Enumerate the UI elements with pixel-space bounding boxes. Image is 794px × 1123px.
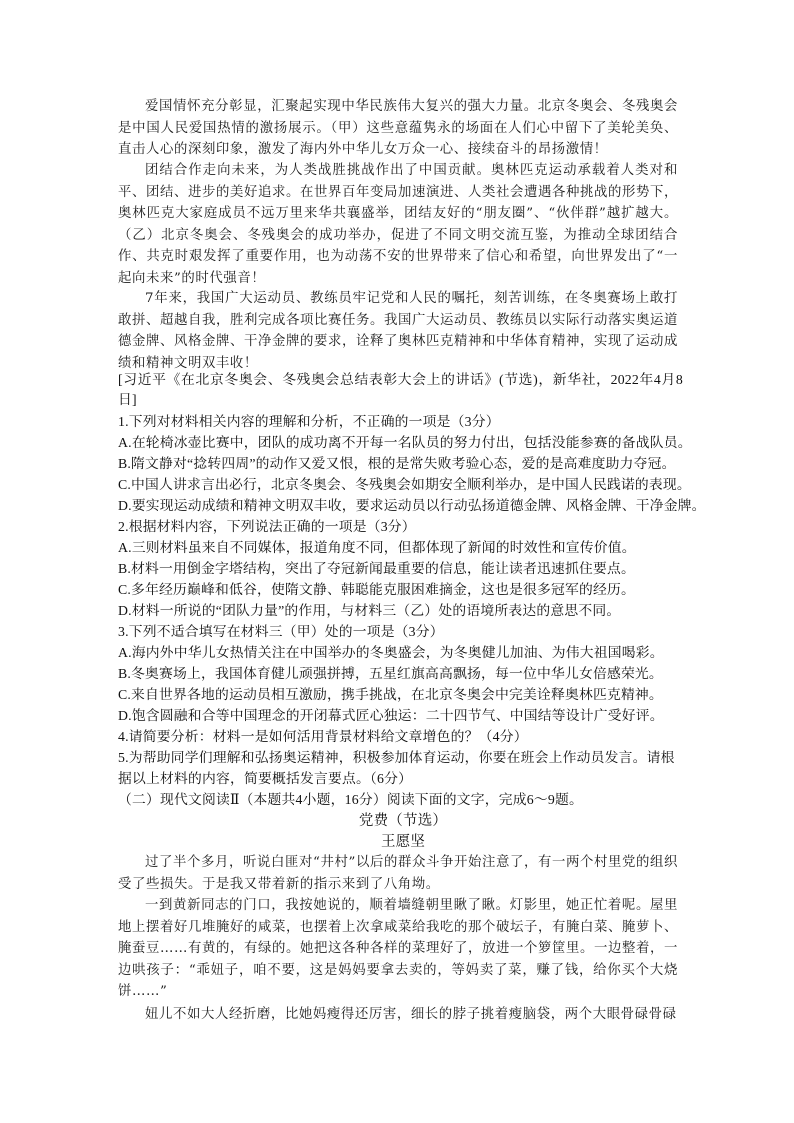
passage-paragraph-2: 团结合作走向未来，为人类战胜挑战作出了中国贡献。奥林匹克运动承载着人类对和平、团结、进步的美好追求。在世界百年变局加速演进、人类社会遭遇各种挑战的形势下，奥林匹克大家庭成员不远万里来华共襄盛举，团结友好的“朋友圈”、“伙伴群”越扩越大。（乙）北京冬奥会、冬残奥会的成功举办，促进了不同文明交流互鉴，为推动全球团结合作、共克时艰发挥了重要作用，也为动荡不安的世界带来了信心和希望，向世界发出了“一起向未来”的时代强音！ — [118, 163, 678, 286]
question-3-option-d: D.饱含圆融和合等中国理念的开闭幕式匠心独运：二十四节气、中国结等设计广受好评。 — [118, 708, 664, 723]
question-3-option-b: B.冬奥赛场上，我国体育健儿顽强拼搏，五星红旗高高飘扬，每一位中华儿女倍感荣光。 — [118, 666, 663, 681]
story-paragraph-3: 妞儿不如大人经折磨，比她妈瘦得还厉害，细长的脖子挑着瘦脑袋，两个大眼骨碌骨碌 — [145, 1007, 677, 1022]
question-2-stem: 2.根据材料内容，下列说法正确的一项是（3分） — [118, 519, 416, 534]
story-title: 党费（节选） — [358, 813, 448, 829]
question-2-option-b: B.材料一用倒金字塔结构，突出了夺冠新闻最重要的信息，能让读者迅速抓住要点。 — [118, 561, 635, 576]
passage-source: [习近平《在北京冬奥会、冬残奥会总结表彰大会上的讲话》(节选)，新华社，2022年4月8日] — [118, 372, 683, 407]
question-1-option-c: C.中国人讲求言出必行，北京冬奥会、冬残奥会如期安全顺利举办，是中国人民践诺的表现。 — [118, 477, 691, 492]
question-1-option-a: A.在轮椅冰壶比赛中，团队的成功离不开每一名队员的努力付出，包括没能参赛的备战队员。 — [118, 435, 692, 450]
question-4-stem: 4.请简要分析：材料一是如何活用背景材料给文章增色的？（4分） — [118, 729, 528, 744]
question-1-option-b: B.隋文静对“捻转四周”的动作又爱又恨，根的是常失败考验心态，爱的是高难度助力夺冠。 — [118, 456, 676, 471]
question-3-option-a: A.海内外中华儿女热情关注在中国举办的冬奥盛会，为冬奥健儿加油、为伟大祖国喝彩。 — [118, 645, 664, 660]
question-3-option-c: C.来自世界各地的运动员相互激励，携手挑战，在北京冬奥会中完美诠释奥林匹克精神。 — [118, 687, 663, 702]
question-5-stem-line-2: 据以上材料的内容，简要概括发言要点。（6分） — [118, 771, 413, 786]
story-paragraph-2: 一到黄新同志的门口，我按她说的，顺着墙缝朝里瞅了瞅。灯影里，她正忙着呢。屋里地上摆着好几堆腌好的咸菜，也摆着上次拿咸菜给我吃的那个破坛子，有腌白菜、腌萝卜、腌蚕豆……有黄的，有绿的。她把这各种各样的菜理好了，放进一个箩筐里。一边整着，一边哄孩子：“乖妞子，咱不要，这是妈妈要拿去卖的，等妈卖了菜，赚了钱，给你买个大烧饼……” — [118, 898, 678, 1000]
passage-paragraph-1: 爱国情怀充分彰显，汇聚起实现中华民族伟大复兴的强大力量。北京冬奥会、冬残奥会是中国人民爱国热情的激扬展示。（甲）这些意蕴隽永的场面在人们心中留下了美轮美奂、直击人心的深刻印象，激发了海内外中华儿女万众一心、接续奋斗的昂扬激情！ — [118, 99, 678, 158]
story-paragraph-1: 过了半个多月，听说白匪对“井村”以后的群众斗争开始注意了，有一两个村里党的组织受了些损失。于是我又带着新的指示来到了八角坳。 — [118, 855, 678, 892]
story-author: 王愿坚 — [380, 834, 426, 850]
question-2-option-d: D.材料一所说的“团队力量”的作用，与材料三（乙）处的语境所表达的意思不同。 — [118, 603, 621, 618]
question-3-stem: 3.下列不适合填写在材料三（甲）处的一项是（3分） — [118, 624, 444, 639]
question-1-stem: 1.下列对材料相关内容的理解和分析，不正确的一项是（3分） — [118, 414, 500, 429]
section-2-heading: （二）现代文阅读Ⅱ（本题共4小题，16分）阅读下面的文字，完成6～9题。 — [118, 792, 583, 807]
question-2-option-a: A.三则材料虽来自不同媒体，报道角度不同，但都体现了新闻的时效性和宣传价值。 — [118, 540, 636, 555]
question-2-option-c: C.多年经历巅峰和低谷，使隋文静、韩聪能克服困难摘金，这也是很多冠军的经历。 — [118, 582, 635, 597]
passage-paragraph-3: 7年来，我国广大运动员、教练员牢记党和人民的嘱托，刻苦训练，在冬奥赛场上敢打敢拼、超越自我，胜利完成各项比赛任务。我国广大运动员、教练员以实际行动落实奥运道德金牌、风格金牌、干净金牌的要求，诠释了奥林匹克精神和中华体育精神，实现了运动成绩和精神文明双丰收！ — [118, 291, 678, 371]
question-1-option-d: D.要实现运动成绩和精神文明双丰收，要求运动员以行动弘扬道德金牌、风格金牌、干净金牌。 — [118, 498, 706, 513]
question-5-stem-line-1: 5.为帮助同学们理解和弘扬奥运精神，积极参加体育运动，你要在班会上作动员发言。请根 — [118, 750, 675, 765]
